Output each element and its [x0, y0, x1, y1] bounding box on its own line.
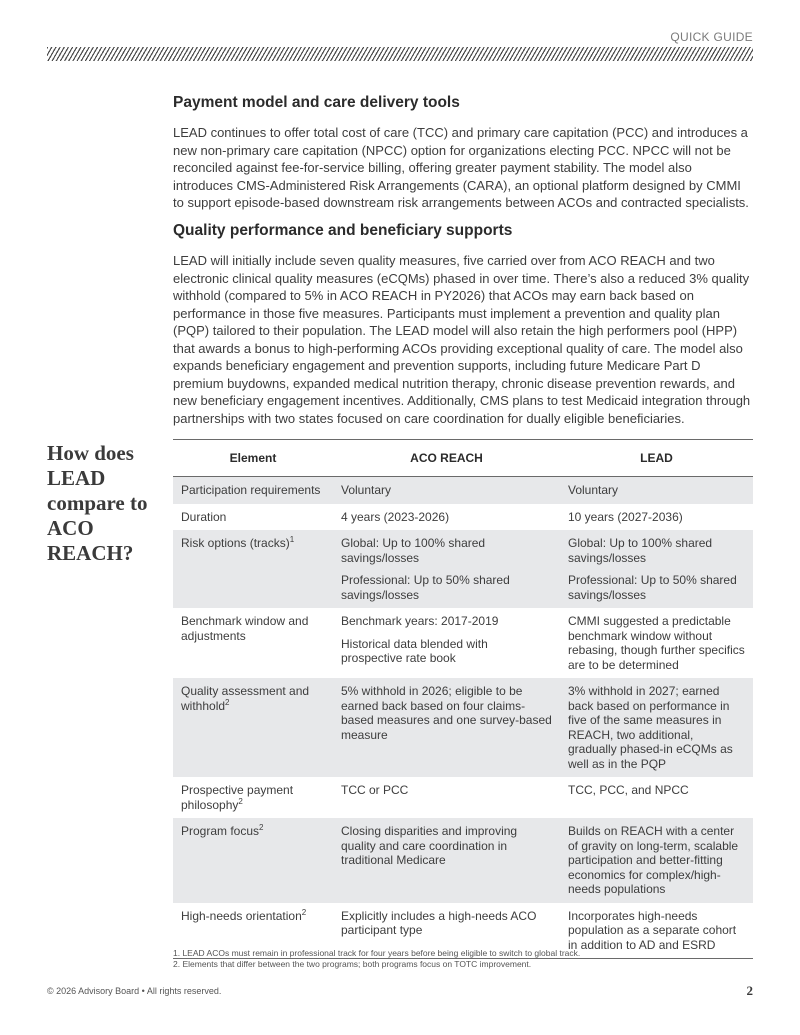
cell-text: Professional: Up to 50% shared savings/losses [341, 573, 510, 602]
footnote-1: 1. LEAD ACOs must remain in professional track for four years before being eligible to switch to global track. [173, 948, 581, 958]
cell-text: Incorporates high-needs population as a separate cohort in addition to AD and ESRD [568, 908, 737, 952]
cell-text: Professional: Up to 50% shared savings/losses [568, 573, 737, 602]
header-label: QUICK GUIDE [670, 30, 753, 44]
cell-text: Builds on REACH with a center of gravity on long-term, scalable participation and better-fitting economics for complex/high-needs populations [568, 824, 739, 896]
cell-text: 5% withhold in 2026; eligible to be earned back based on four claims-based measures and one survey-based measure [341, 684, 552, 742]
table-row [173, 608, 753, 678]
aco-reach-cell [333, 777, 560, 818]
cell-text: Historical data blended with prospective rate book [341, 636, 488, 665]
lead-cell [560, 504, 753, 531]
section-body-quality: LEAD will initially include seven quality measures, five carried over from ACO REACH and two electronic clinical quality measures (eCQMs) phased in over time. There’s also a reduced 3% quality withhold (compared to 5% in ACO REACH in PY2026) that ACOs may earn back based on performance in those five measures. Participants must implement a prevention and quality plan (PQP) tailored to their population. The LEAD model will also retain the high performers pool (HPP) that awards a bonus to high-performing ACOs providing exceptional quality of care. The model also expands beneficiary engagement and prevention supports, including future Medicare Part D premium buydowns, expanded medical nutrition therapy, chronic disease prevention rewards, and new beneficiary engagement incentives. Additionally, CMS plans to test Medicaid integration through partnerships with two states focused on care coordination for dually eligible beneficiaries. [173, 253, 751, 426]
aco-reach-cell [333, 504, 560, 531]
cell-text: Voluntary [568, 483, 619, 497]
lead-cell [560, 530, 753, 608]
aco-reach-cell [333, 477, 560, 504]
cell-text: Global: Up to 100% shared savings/losses [568, 536, 713, 565]
aco-reach-cell [333, 608, 560, 678]
cell-text: Voluntary [341, 483, 392, 497]
row-element-label: Participation requirements [181, 483, 321, 497]
row-element-cell [173, 818, 333, 903]
section-heading-payment-model: Payment model and care delivery tools [173, 94, 460, 111]
lead-cell [560, 608, 753, 678]
row-element-label: Quality assessment and withhold [181, 684, 310, 713]
row-element-label: Benchmark window and adjustments [181, 614, 309, 643]
footnote-marker: 2 [259, 823, 264, 832]
cell-text: 3% withhold in 2027; earned back based on performance in five of the same measures in REACH, two additional, gradually phased-in eCQMs as well as in the PQP [568, 684, 733, 771]
row-element-label: Risk options (tracks) [181, 536, 290, 550]
table-header-row [173, 440, 753, 477]
table-row [173, 504, 753, 531]
row-element-cell [173, 504, 333, 531]
aco-reach-cell [333, 678, 560, 777]
footnotes [173, 948, 753, 970]
cell-text: Global: Up to 100% shared savings/losses [341, 536, 486, 565]
row-element-cell [173, 530, 333, 608]
footnote-marker: 2 [225, 697, 230, 707]
table-row [173, 530, 753, 608]
lead-cell [560, 678, 753, 777]
section-body-payment-model: LEAD continues to offer total cost of care (TCC) and primary care capitation (PCC) and introduces a new non-primary care capitation (NPCC) option for organizations electing PCC. NPCC will not be reconciled against fee-for-service billing, offering greater payment stability. The model also introduces CMS-Administered Risk Arrangements (CARA), an optional platform designed by CMMI to support episode-based downstream risk arrangements between ACOs and contracted specialists. [173, 125, 749, 210]
row-element-label: Program focus [181, 824, 260, 838]
table-body [173, 477, 753, 959]
lead-cell [560, 777, 753, 818]
row-element-label: Duration [181, 509, 227, 524]
table-row [173, 818, 753, 903]
row-element-label: High-needs orientation [181, 908, 302, 923]
aco-reach-cell [333, 818, 560, 903]
footnote-2: 2. Elements that differ between the two programs; both programs focus on TOTC improvement. [173, 959, 532, 969]
row-element-cell [173, 477, 333, 504]
row-element-cell [173, 777, 333, 818]
lead-cell [560, 818, 753, 903]
footnote-marker: 2 [238, 796, 243, 806]
comparison-table [173, 439, 753, 959]
table-row [173, 678, 753, 777]
table-row [173, 477, 753, 504]
column-header-aco-reach: ACO REACH [333, 440, 560, 477]
row-element-cell [173, 608, 333, 678]
cell-text: CMMI suggested a predictable benchmark window without rebasing, though further specifics are to be determined [568, 614, 745, 672]
row-element-cell [173, 678, 333, 777]
cell-text: 10 years (2027-2036) [568, 509, 683, 524]
table-row [173, 777, 753, 818]
copyright-notice: © 2026 Advisory Board • All rights reserved. [47, 986, 222, 996]
cell-text: Benchmark years: 2017-2019 [341, 614, 499, 628]
column-header-lead: LEAD [560, 440, 753, 477]
lead-cell [560, 477, 753, 504]
row-element-label: Prospective payment philosophy [181, 783, 294, 812]
cell-text: TCC, PCC, and NPCC [568, 783, 689, 797]
header-hatch-rule [47, 47, 753, 61]
section-heading-quality: Quality performance and beneficiary supports [173, 222, 513, 239]
page-number: 2 [746, 983, 753, 998]
column-header-element: Element [173, 440, 333, 477]
sidebar-heading: How does LEAD compare to ACO REACH? [47, 441, 148, 565]
cell-text: TCC or PCC [341, 783, 409, 797]
aco-reach-cell [333, 530, 560, 608]
cell-text: Closing disparities and improving quality and care coordination in traditional Medicare [341, 824, 518, 867]
footnote-marker: 1 [289, 535, 295, 544]
cell-text: Explicitly includes a high-needs ACO participant type [341, 908, 537, 937]
footnote-marker: 2 [301, 907, 307, 917]
cell-text: 4 years (2023-2026) [341, 509, 450, 524]
